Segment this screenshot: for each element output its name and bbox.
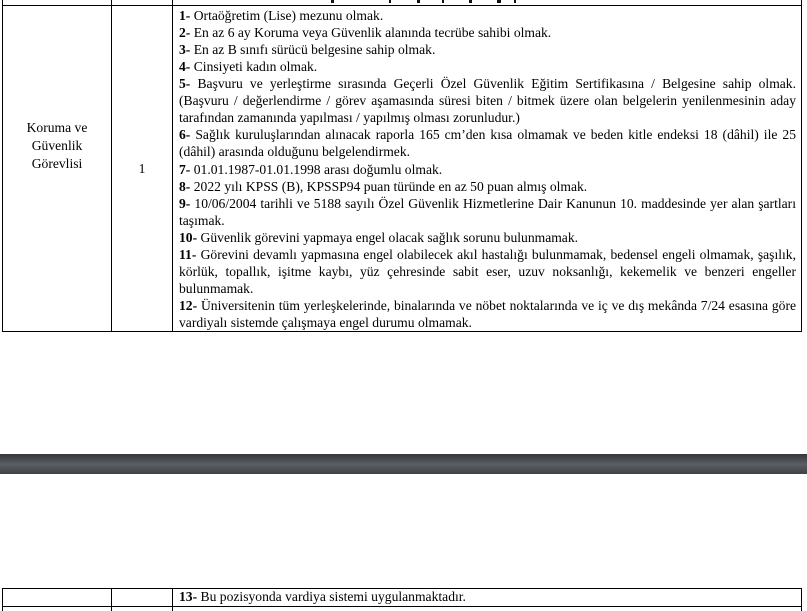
position-quota-cell	[112, 6, 173, 331]
requirement-item	[179, 246, 796, 297]
requirement-number: 5-	[179, 76, 191, 92]
position-table	[2, 0, 802, 332]
cut-off-name-cell	[3, 0, 112, 5]
cut-off-count-cell	[112, 0, 173, 5]
continuation-table	[2, 588, 802, 611]
requirement-number: 13-	[179, 589, 198, 604]
text-fragment-mark	[417, 0, 420, 3]
requirement-number: 6-	[179, 127, 191, 143]
requirement-number: 11-	[179, 246, 197, 262]
requirement-text: Cinsiyeti kadın olmak.	[193, 59, 318, 75]
requirement-item	[179, 7, 796, 24]
requirement-text: Görevini devamlı yapmasına engel olabilecek akıl hastalığı bulunmamak, bedensel engeli olmamak, şaşılık, körlük, topallık, işitme kaybı, yüz çehresinde sabit eser, uzuv noksanlığı, kekemelik ve benzeri engeller bulunmamak.	[179, 246, 796, 296]
requirement-item	[179, 24, 796, 41]
position-name-cell	[3, 6, 112, 331]
requirement-text: Güvenlik görevini yapmaya engel olacak sağlık sorunu bulunmamak.	[200, 229, 579, 245]
continuation-name-cell	[3, 589, 112, 606]
requirement-text: 2022 yılı KPSS (B), KPSSP94 puan türünde en az 50 puan almış olmak.	[193, 178, 588, 194]
requirement-item	[179, 178, 796, 195]
position-row	[3, 6, 801, 331]
requirement-text: Bu pozisyonda vardiya sistemi uygulanmaktadır.	[200, 589, 466, 604]
requirement-text: En az 6 ay Koruma veya Güvenlik alanında tecrübe sahibi olmak.	[193, 25, 552, 41]
requirement-number: 2-	[179, 25, 191, 41]
requirement-item	[179, 41, 796, 58]
requirement-number: 3-	[179, 42, 191, 58]
requirement-item	[179, 195, 796, 229]
requirement-text: En az B sınıfı sürücü belgesine sahip olmak.	[193, 42, 436, 58]
requirement-text: Sağlık kuruluşlarından alınacak raporla 165 cm’den kısa olmamak ve beden kitle endeksi 18 (dâhil) ile 25 (dâhil) arasında olduğunu belgelendirmek.	[179, 127, 796, 160]
position-quota: 1	[138, 160, 146, 176]
requirement-number: 10-	[179, 229, 198, 245]
requirement-number: 9-	[179, 195, 191, 211]
requirements-cell	[173, 6, 801, 331]
cut-off-text-fragment	[173, 0, 801, 5]
requirement-item	[179, 161, 796, 178]
page-separator-bar	[0, 454, 807, 474]
requirement-item	[179, 126, 796, 160]
text-fragment-mark	[514, 0, 516, 3]
requirement-item	[179, 229, 796, 246]
requirement-text: Üniversitenin tüm yerleşkelerinde, binalarında ve nöbet noktalarında ve iç ve dış mekânda 7/24 esasına göre vardiyalı sistemde çalışmaya engel durumu olmamak.	[179, 297, 797, 330]
position-name: Koruma ve Güvenlik Görevlisi	[26, 119, 88, 171]
text-fragment-mark	[331, 0, 334, 3]
requirement-number: 7-	[179, 161, 191, 177]
text-fragment-mark	[389, 0, 391, 3]
cut-off-next-row	[3, 607, 801, 611]
cut-off-req-cell	[173, 607, 801, 611]
requirement-number: 8-	[179, 178, 191, 194]
requirement-number: 12-	[179, 297, 198, 313]
requirement-13-cell	[173, 589, 801, 606]
text-fragment-mark	[442, 0, 444, 3]
requirement-item	[179, 75, 796, 126]
text-fragment-mark	[497, 0, 501, 3]
requirement-item	[179, 58, 796, 75]
requirement-text: Başvuru ve yerleştirme sırasında Geçerli Özel Güvenlik Eğitim Sertifikasına / Belgesine sahip olmak. (Başvuru / değerlendirme / görev aşamasında süresi biten / bitmek üzere olan belgelerin yenilenmesinin aday tarafından zamanında yapılması / yapılmış olması zorunludur.)	[179, 76, 796, 126]
requirement-item	[179, 297, 796, 331]
requirement-text: 01.01.1987-01.01.1998 arası doğumlu olmak.	[193, 161, 443, 177]
requirement-number: 4-	[179, 59, 191, 75]
cut-off-name-cell	[3, 607, 112, 611]
requirement-text: Ortaöğretim (Lise) mezunu olmak.	[193, 8, 384, 24]
requirement-number: 1-	[179, 8, 191, 24]
text-fragment-mark	[469, 0, 472, 3]
cut-off-count-cell	[112, 607, 173, 611]
requirement-13-row	[3, 589, 801, 607]
continuation-count-cell	[112, 589, 173, 606]
requirement-text: 10/06/2004 tarihli ve 5188 sayılı Özel Güvenlik Hizmetlerine Dair Kanunun 10. maddesinde yer alan şartları taşımak.	[179, 195, 796, 228]
